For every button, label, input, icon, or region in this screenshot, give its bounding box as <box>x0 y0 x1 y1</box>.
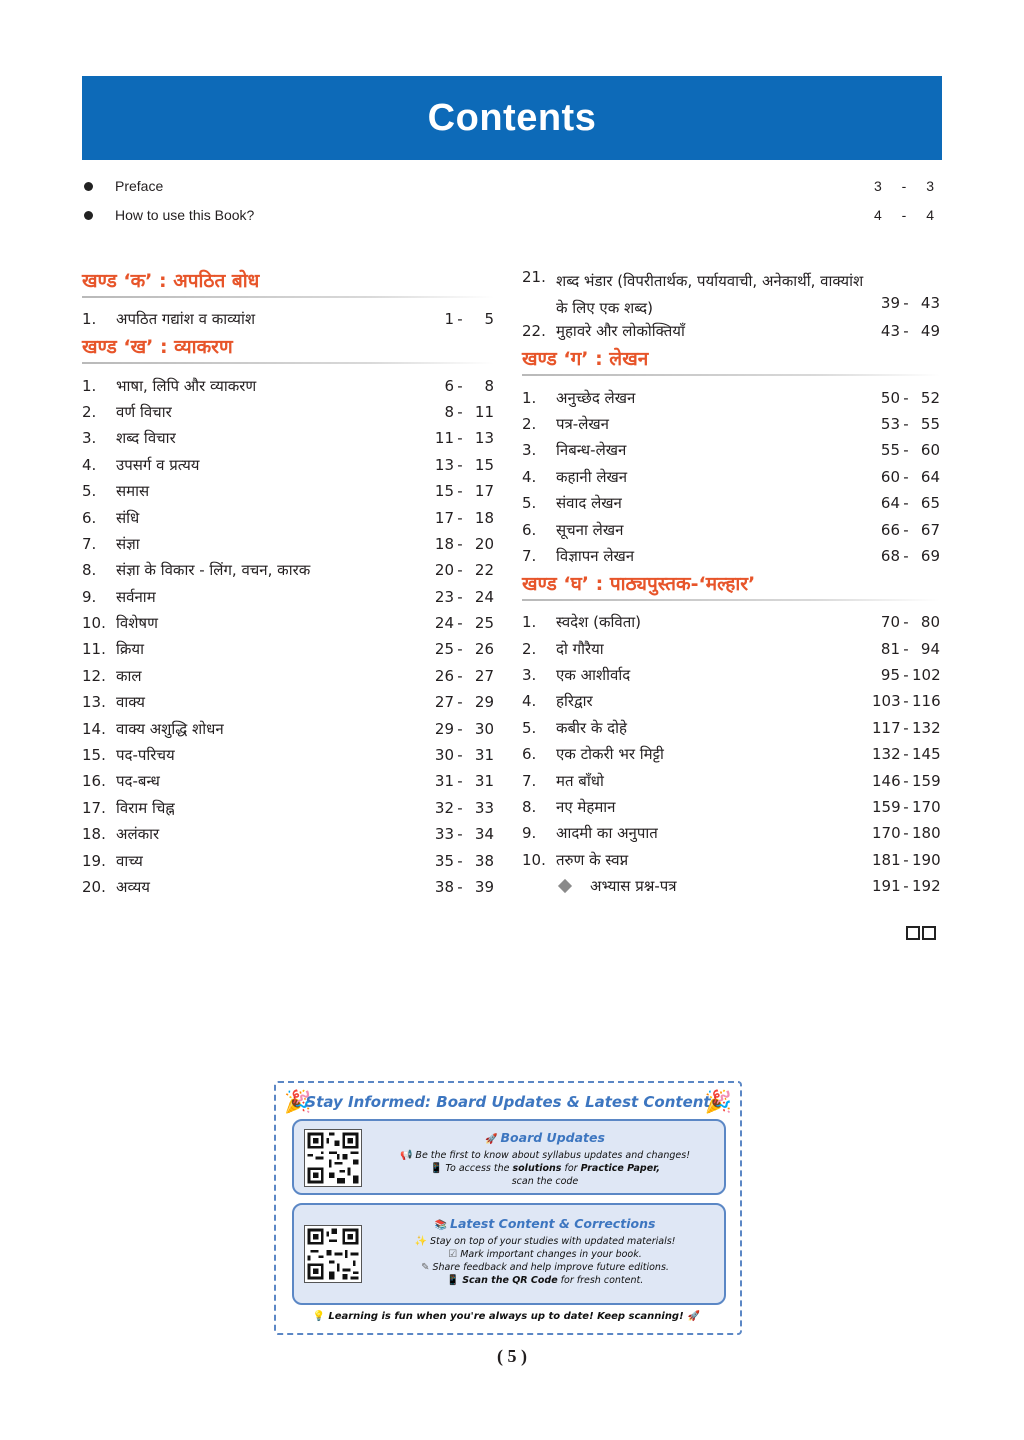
megaphone-icon: 📢 <box>399 1150 413 1161</box>
toc-number: 2. <box>522 414 537 433</box>
toc-number: 2. <box>82 402 97 421</box>
toc-pages: 68 - 69 <box>880 546 940 565</box>
intro-pages: 4 - 4 <box>874 207 934 223</box>
toc-pages: 53 - 55 <box>880 414 940 433</box>
toc-row[interactable] <box>82 847 494 873</box>
toc-number: 22. <box>522 322 546 341</box>
toc-pages: 191 - 192 <box>872 877 941 896</box>
section-heading-b: खण्ड ‘ख’ : व्याकरण <box>82 332 494 362</box>
toc-row[interactable] <box>82 306 494 332</box>
toc-title: कहानी लेखन <box>556 467 628 486</box>
toc-pages: 26 - 27 <box>434 666 494 685</box>
toc-pages: 103 - 116 <box>872 692 941 711</box>
toc-title: कबीर के दोहे <box>556 718 627 737</box>
toc-number: 4. <box>82 455 97 474</box>
toc-row[interactable] <box>82 504 494 530</box>
toc-number: 1. <box>82 310 97 329</box>
toc-row[interactable] <box>82 557 494 583</box>
toc-number: 19. <box>82 851 106 870</box>
toc-right-column <box>522 266 940 899</box>
toc-number: 17. <box>82 798 106 817</box>
toc-pages: 38 - 39 <box>434 878 494 896</box>
toc-pages: 11 - 13 <box>434 429 494 448</box>
toc-title: समास <box>116 482 150 501</box>
toc-pages: 29 - 30 <box>434 719 494 738</box>
toc-pages: 13 - 15 <box>434 455 494 474</box>
toc-pages: 24 - 25 <box>434 614 494 633</box>
bullet-icon <box>84 211 93 220</box>
toc-pages: 39 - 43 <box>880 294 940 312</box>
toc-title: वाच्य <box>116 851 143 870</box>
toc-row[interactable] <box>82 610 494 636</box>
toc-number: 10. <box>522 850 546 869</box>
intro-pages: 3 - 3 <box>874 178 934 194</box>
toc-row[interactable] <box>82 636 494 662</box>
toc-number: 3. <box>522 441 537 460</box>
section-heading-a: खण्ड ‘क’ : अपठित बोध <box>82 262 494 296</box>
toc-row[interactable] <box>522 437 940 463</box>
toc-number: 12. <box>82 666 106 685</box>
toc-number: 4. <box>522 692 537 711</box>
toc-row[interactable] <box>82 768 494 794</box>
toc-row[interactable] <box>522 490 940 516</box>
toc-number: 10. <box>82 614 106 633</box>
toc-title: पत्र-लेखन <box>556 414 609 433</box>
toc-pages: 170 - 180 <box>872 824 941 843</box>
toc-pages: 43 - 49 <box>880 322 940 341</box>
intro-row-how-to-use[interactable] <box>82 204 934 226</box>
toc-row[interactable] <box>82 425 494 451</box>
toc-pages: 6 - 8 <box>444 376 494 395</box>
toc-left-column <box>82 262 494 900</box>
toc-row[interactable] <box>82 821 494 847</box>
toc-row[interactable] <box>82 372 494 398</box>
diamond-icon <box>558 879 572 893</box>
party-popper-icon: 🎉 <box>704 1090 732 1115</box>
rocket-icon: 🚀 <box>687 1311 701 1322</box>
toc-title: सूचना लेखन <box>556 520 624 539</box>
toc-row[interactable] <box>522 464 940 490</box>
toc-title: आदमी का अनुपात <box>556 824 658 843</box>
toc-row[interactable] <box>522 384 940 410</box>
toc-row[interactable] <box>522 266 940 318</box>
latest-content-text: 📚 Latest Content & Corrections ✨ Stay on top of your studies with updated materials! ☑ Mark important changes in your book. ✎ Share feedback and help improve future editions. 📱 Scan the QR Code for fresh content. <box>414 1216 676 1286</box>
toc-title: सर्वनाम <box>116 587 156 606</box>
toc-title: शब्द भंडार (विपरीतार्थक, पर्यायवाची, अनेकार्थी, वाक्यांश के लिए एक शब्द) <box>556 272 864 317</box>
toc-pages: 159 - 170 <box>872 798 941 817</box>
toc-number: 3. <box>522 666 537 685</box>
toc-row[interactable] <box>522 636 940 662</box>
toc-pages: 81 - 94 <box>880 639 940 658</box>
board-updates-text: 🚀 Board Updates 📢 Be the first to know about syllabus updates and changes! 📱 To access the solutions for Practice Paper, scan the code <box>399 1130 691 1187</box>
section-heading-c: खण्ड ‘ग’ : लेखन <box>522 344 940 374</box>
toc-pages: 70 - 80 <box>880 613 940 632</box>
toc-title: अलंकार <box>116 825 160 844</box>
toc-number: 1. <box>522 613 537 632</box>
toc-title: वाक्य अशुद्धि शोधन <box>116 719 224 738</box>
toc-number: 5. <box>522 718 537 737</box>
phone-icon: 📱 <box>429 1163 443 1174</box>
qr-code-icon[interactable] <box>304 1225 362 1283</box>
toc-title: वाक्य <box>116 693 145 712</box>
toc-row[interactable] <box>82 715 494 741</box>
toc-pages: 17 - 18 <box>434 508 494 527</box>
toc-pages: 60 - 64 <box>880 467 940 486</box>
toc-number: 2. <box>522 639 537 658</box>
toc-title: संज्ञा <box>116 534 140 553</box>
toc-row[interactable] <box>522 543 940 569</box>
toc-title: विज्ञापन लेखन <box>556 546 635 565</box>
toc-row[interactable] <box>522 741 940 767</box>
toc-number: 1. <box>522 388 537 407</box>
toc-number: 9. <box>522 824 537 843</box>
toc-pages: 30 - 31 <box>434 746 494 765</box>
toc-title: उपसर्ग व प्रत्यय <box>116 455 200 474</box>
checkbox-icon: ☑ <box>448 1249 458 1260</box>
toc-row[interactable] <box>522 767 940 793</box>
party-popper-icon: 🎉 <box>284 1090 312 1115</box>
toc-title: पद-परिचय <box>116 746 175 765</box>
toc-title: नए मेहमान <box>556 798 616 817</box>
toc-row[interactable] <box>522 516 940 542</box>
toc-title: एक आशीर्वाद <box>556 666 631 685</box>
toc-number: 4. <box>522 467 537 486</box>
toc-title: विशेषण <box>116 614 158 633</box>
toc-number: 14. <box>82 719 106 738</box>
toc-row[interactable] <box>522 794 940 820</box>
bullet-icon <box>84 182 93 191</box>
toc-pages: 146 - 159 <box>872 771 941 790</box>
toc-number: 6. <box>522 745 537 764</box>
toc-row[interactable] <box>522 715 940 741</box>
toc-row[interactable] <box>522 609 940 635</box>
toc-title: क्रिया <box>116 640 144 659</box>
toc-number: 3. <box>82 429 97 448</box>
toc-title: दो गौरैया <box>556 639 604 658</box>
toc-row[interactable] <box>522 318 940 344</box>
books-icon: 📚 <box>434 1220 448 1231</box>
toc-row-practice-paper[interactable] <box>522 873 940 899</box>
toc-title: काल <box>116 666 142 685</box>
toc-number: 13. <box>82 693 106 712</box>
toc-title: शब्द विचार <box>116 429 176 448</box>
toc-pages: 117 - 132 <box>872 718 941 737</box>
toc-title: एक टोकरी भर मिट्टी <box>556 745 664 764</box>
toc-pages: 95 - 102 <box>880 666 941 685</box>
toc-number: 1. <box>82 376 97 395</box>
toc-title: संधि <box>116 508 140 527</box>
toc-pages: 27 - 29 <box>434 693 494 712</box>
toc-title: अव्यय <box>116 878 150 896</box>
toc-pages: 25 - 26 <box>434 640 494 659</box>
toc-number: 9. <box>82 587 97 606</box>
toc-pages: 181 - 190 <box>872 850 941 869</box>
toc-title: संवाद लेखन <box>556 494 622 513</box>
toc-number: 11. <box>82 640 106 659</box>
toc-pages: 20 - 22 <box>434 561 494 580</box>
toc-title: पद-बन्ध <box>116 772 160 791</box>
toc-pages: 33 - 34 <box>434 825 494 844</box>
toc-row[interactable] <box>82 584 494 610</box>
intro-label: Preface <box>115 178 164 194</box>
toc-title: हरिद्वार <box>556 692 593 711</box>
toc-row[interactable] <box>82 663 494 689</box>
toc-pages: 50 - 52 <box>880 388 940 407</box>
toc-pages: 23 - 24 <box>434 587 494 606</box>
info-box-title: Stay Informed: Board Updates & Latest Content <box>305 1093 711 1111</box>
toc-title: तरुण के स्वप्न <box>556 850 629 869</box>
toc-title: अपठित गद्यांश व काव्यांश <box>116 310 256 329</box>
toc-row[interactable] <box>82 478 494 504</box>
intro-label: How to use this Book? <box>115 207 255 223</box>
toc-pages: 32 - 33 <box>434 798 494 817</box>
toc-number: 8. <box>82 561 97 580</box>
page-title: Contents <box>427 96 597 139</box>
toc-number: 5. <box>82 482 97 501</box>
toc-row[interactable] <box>522 411 940 437</box>
rocket-icon: 🚀 <box>485 1134 498 1145</box>
section-heading-d: खण्ड ‘घ’ : पाठ्यपुस्तक-‘मल्हार’ <box>522 569 940 599</box>
toc-title: भाषा, लिपि और व्याकरण <box>116 376 257 395</box>
toc-pages: 31 - 31 <box>434 772 494 791</box>
toc-row[interactable] <box>82 452 494 478</box>
toc-row[interactable] <box>522 820 940 846</box>
toc-number: 7. <box>82 534 97 553</box>
card-heading: Latest Content & Corrections <box>450 1216 656 1231</box>
toc-row[interactable] <box>82 795 494 821</box>
pencil-icon: ✎ <box>421 1262 430 1273</box>
latest-content-card <box>292 1203 726 1305</box>
toc-pages: 64 - 65 <box>880 494 940 513</box>
toc-number: 7. <box>522 546 537 565</box>
toc-number: 6. <box>522 520 537 539</box>
toc-row[interactable] <box>82 689 494 715</box>
info-box-footer: 💡 Learning is fun when you're always up to date! Keep scanning! 🚀 <box>312 1311 701 1322</box>
toc-number: 21. <box>522 268 546 286</box>
toc-pages: 66 - 67 <box>880 520 940 539</box>
toc-number: 20. <box>82 878 106 896</box>
toc-row[interactable] <box>522 847 940 873</box>
toc-pages: 132 - 145 <box>872 745 941 764</box>
toc-title: वर्ण विचार <box>116 402 172 421</box>
intro-row-preface[interactable] <box>82 175 934 197</box>
toc-row[interactable] <box>82 399 494 425</box>
toc-number: 8. <box>522 798 537 817</box>
toc-title: विराम चिह्न <box>116 798 175 817</box>
toc-number: 16. <box>82 772 106 791</box>
toc-title: मत बाँधो <box>556 771 604 790</box>
phone-icon: 📱 <box>446 1275 460 1286</box>
lightbulb-icon: 💡 <box>312 1311 326 1322</box>
toc-number: 15. <box>82 746 106 765</box>
qr-code-icon[interactable] <box>304 1129 362 1187</box>
board-updates-card <box>292 1119 726 1195</box>
toc-pages: 35 - 38 <box>434 851 494 870</box>
toc-number: 18. <box>82 825 106 844</box>
toc-pages: 8 - 11 <box>444 402 494 421</box>
sparkle-icon: ✨ <box>414 1236 427 1247</box>
toc-row[interactable] <box>522 688 940 714</box>
toc-title: निबन्ध-लेखन <box>556 441 627 460</box>
toc-row[interactable] <box>82 531 494 557</box>
stay-informed-box <box>274 1081 742 1335</box>
toc-number: 5. <box>522 494 537 513</box>
toc-pages: 1 - 5 <box>444 310 494 329</box>
toc-row[interactable] <box>82 874 494 900</box>
card-heading: Board Updates <box>500 1130 605 1145</box>
toc-pages: 55 - 60 <box>880 441 940 460</box>
toc-title: मुहावरे और लोकोक्तियाँ <box>556 322 685 341</box>
toc-title: संज्ञा के विकार - लिंग, वचन, कारक <box>116 561 311 580</box>
toc-pages: 15 - 17 <box>434 482 494 501</box>
toc-number: 7. <box>522 771 537 790</box>
toc-title: स्वदेश (कविता) <box>556 613 641 632</box>
toc-row[interactable] <box>522 662 940 688</box>
end-mark-icon <box>906 926 936 940</box>
toc-title: अनुच्छेद लेखन <box>556 388 636 407</box>
page-number: ( 5 ) <box>497 1346 527 1366</box>
toc-number: 6. <box>82 508 97 527</box>
toc-title: अभ्यास प्रश्न-पत्र <box>590 877 677 896</box>
contents-banner <box>82 76 942 160</box>
toc-row[interactable] <box>82 742 494 768</box>
toc-pages: 18 - 20 <box>434 534 494 553</box>
